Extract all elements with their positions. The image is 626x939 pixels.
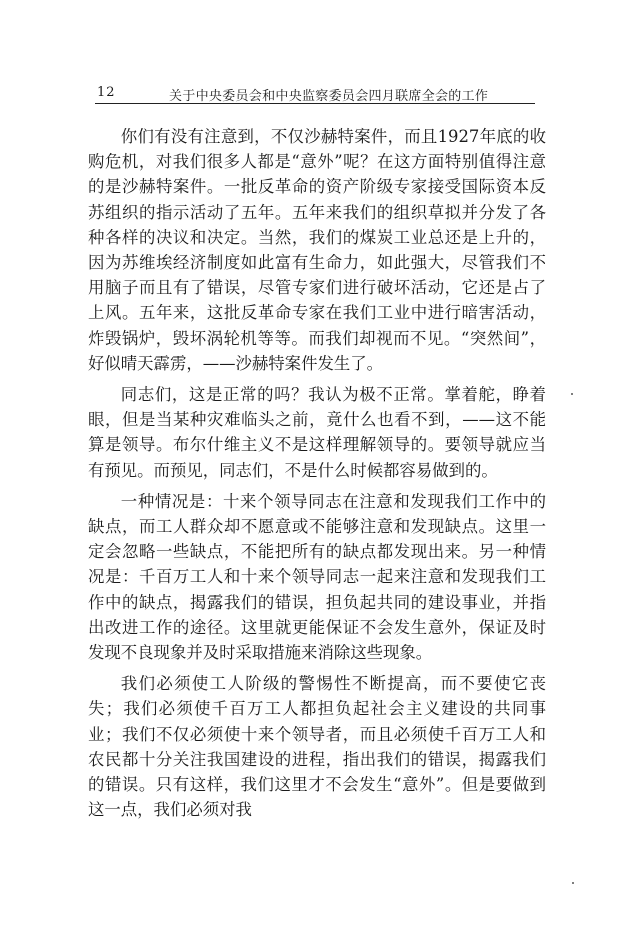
page-header: [95, 85, 535, 107]
paragraph-3: 一种情况是：十来个领导同志在注意和发现我们工作中的缺点，而工人群众却不愿意或不能够注意和发现缺点。这里一定会忽略一些缺点，不能把所有的缺点都发现出来。另一种情况是：千百万工人和十来个领导同志一起来注意和发现我们工作中的缺点，揭露我们的错误，担负起共同的建设事业，并指出改进工作的途径。这里就更能保证不会发生意外，保证及时发现不良现象并及时采取措施来消除这些现象。: [88, 491, 546, 663]
running-title: 关于中央委员会和中央监察委员会四月联席全会的工作: [169, 89, 489, 104]
scan-speck: [571, 393, 573, 395]
scan-speck: [572, 882, 574, 884]
paragraph-2: 同志们，这是正常的吗？我认为极不正常。掌着舵，睁着眼，但是当某种灾难临头之前，竟什么也看不到，——这不能算是领导。布尔什维主义不是这样理解领导的。要领导就应当有预见。而预见，同志们，不是什么时候都容易做到的。: [88, 385, 546, 480]
body-text: [88, 124, 546, 822]
paragraph-1: 你们有没有注意到，不仅沙赫特案件，而且1927年底的收购危机，对我们很多人都是“意外”呢？在这方面特别值得注意的是沙赫特案件。一批反革命的资产阶级专家接受国际资本反苏组织的指示活动了五年。五年来我们的组织草拟并分发了各种各样的决议和决定。当然，我们的煤炭工业总还是上升的，因为苏维埃经济制度如此富有生命力，如此强大，尽管我们不用脑子而且有了错误，尽管专家们进行破坏活动，它还是占了上风。五年来，这批反革命专家在我们工业中进行暗害活动，炸毁锅炉，毁坏涡轮机等等。而我们却视而不见。“突然间”，好似晴天霹雳，——沙赫特案件发生了。: [88, 127, 546, 373]
page-number: 12: [97, 85, 116, 100]
header-rule: [95, 103, 535, 104]
paragraph-4: 我们必须使工人阶级的警惕性不断提高，而不要使它丧失；我们必须使千百万工人都担负起社会主义建设的共同事业；我们不仅必须使十来个领导者，而且必须使千百万工人和农民都十分关注我国建设的进程，指出我们的错误，揭露我们的错误。只有这样，我们这里才不会发生“意外”。但是要做到这一点，我们必须对我: [88, 674, 546, 820]
